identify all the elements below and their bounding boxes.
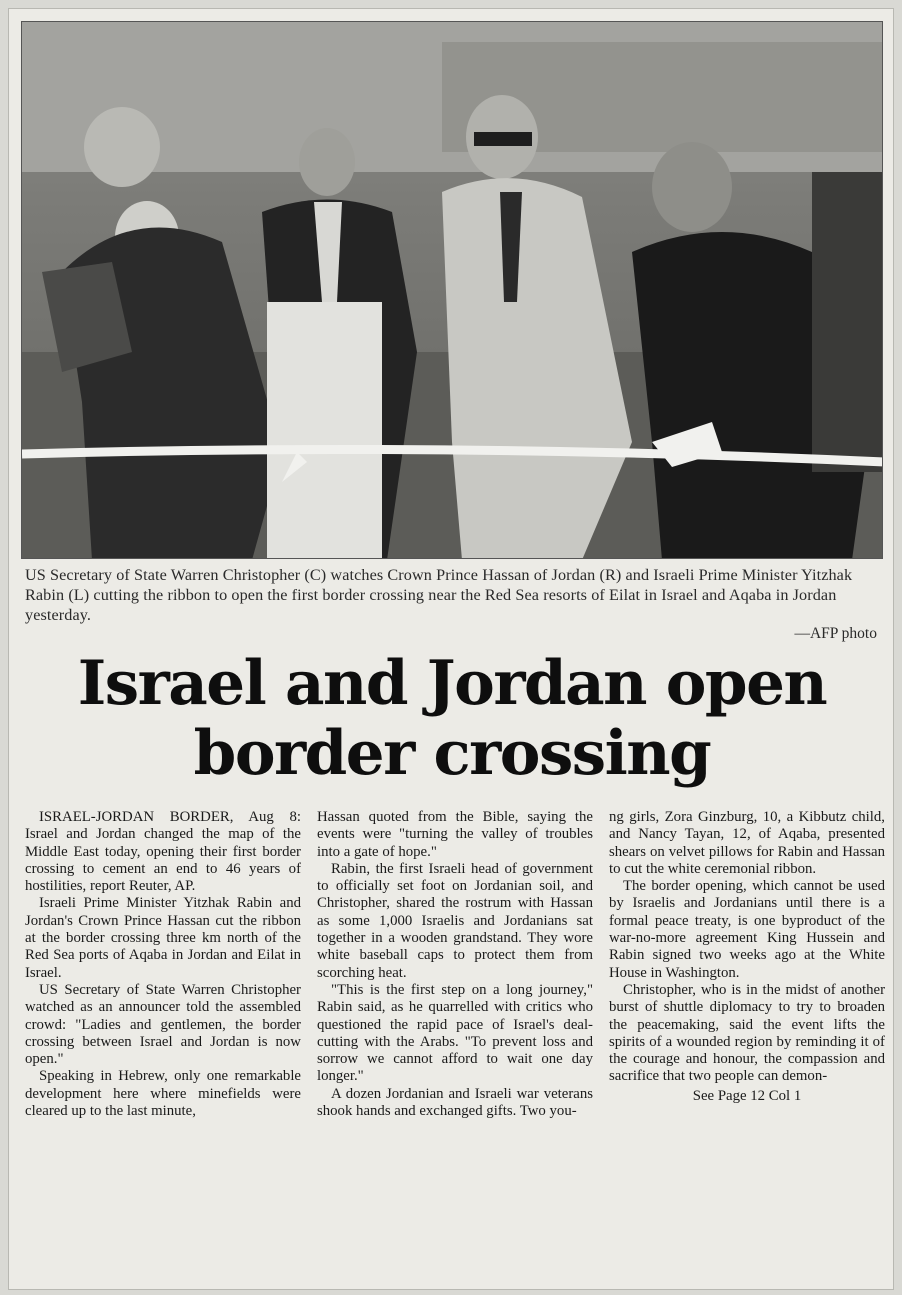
article-column-3 xyxy=(609,809,885,1289)
headline-line-1: Israel and Jordan open xyxy=(77,648,827,719)
article-column-2 xyxy=(317,809,593,1289)
news-photo xyxy=(21,21,883,559)
article-column-1 xyxy=(25,809,301,1289)
paragraph: Speaking in Hebrew, only one remarkable development here where minefields were cleared up to the last minute, xyxy=(25,1068,301,1120)
paragraph: "This is the first step on a long journey," Rabin said, as he quarrelled with critics who questioned the rapid pace of Israel's deal-cutting with the Arabs. "To prevent loss and sorrow we cannot afford to wait one day longer." xyxy=(317,981,593,1085)
paragraph: Rabin, the first Israeli head of government to officially set foot on Jordanian soil, and Christopher, shared the rostrum with Hassan as some 1,000 Israelis and Jordanians sat together in a wooden grandstand. They wore white baseball caps to protect them from scorching heat. xyxy=(317,860,593,981)
jump-line: See Page 12 Col 1 xyxy=(692,1087,802,1104)
newspaper-clipping xyxy=(8,8,894,1290)
paragraph: Israeli Prime Minister Yitzhak Rabin and Jordan's Crown Prince Hassan cut the ribbon at the border crossing three km north of the Red Sea ports of Aqaba in Jordan and Eilat in Israel. xyxy=(25,895,301,981)
headline xyxy=(9,649,895,789)
paragraph: ISRAEL-JORDAN BORDER, Aug 8: Israel and Jordan changed the map of the Middle East today, opening their first border crossing to cement an end to 46 years of hostilities, report Reuter, AP. xyxy=(25,809,301,895)
paragraph: The border opening, which cannot be used by Israelis and Jordanians until there is a formal peace treaty, is one byproduct of the war-no-more agreement King Hussein and Rabin signed two weeks ago at the White House in Washington. xyxy=(609,878,885,981)
photo-credit: —AFP photo xyxy=(794,625,877,642)
paragraph: A dozen Jordanian and Israeli war veterans shook hands and exchanged gifts. Two you- xyxy=(317,1085,593,1120)
photo-caption: US Secretary of State Warren Christopher (C) watches Crown Prince Hassan of Jordan (R) and Israeli Prime Minister Yitzhak Rabin (L) cutting the ribbon to open the first border crossing near the Red Sea resorts of Eilat in Israel and Aqaba in Jordan yesterday. xyxy=(25,566,853,624)
ribbon-cutting-photo xyxy=(22,22,883,559)
headline-line-2: border crossing xyxy=(193,718,711,789)
paragraph: Christopher, who is in the midst of another burst of shuttle diplomacy to try to broaden the peacemaking, said the event lifts the spirits of a wounded region by reminding it of the courage and honour, the compassion and sacrifice that two people can demon- xyxy=(609,981,885,1085)
paragraph: US Secretary of State Warren Christopher watched as an announcer told the assembled crowd: "Ladies and gentlemen, the border crossing between Israel and Jordan is now open." xyxy=(25,981,301,1068)
paragraph: Hassan quoted from the Bible, saying the events were "turning the valley of troubles into a gate of hope." xyxy=(317,809,593,860)
article-body xyxy=(25,809,885,1289)
paragraph: ng girls, Zora Ginzburg, 10, a Kibbutz child, and Nancy Tayan, 12, of Aqaba, presented shears on velvet pillows for Rabin and Hassan to cut the white ceremonial ribbon. xyxy=(609,809,885,877)
